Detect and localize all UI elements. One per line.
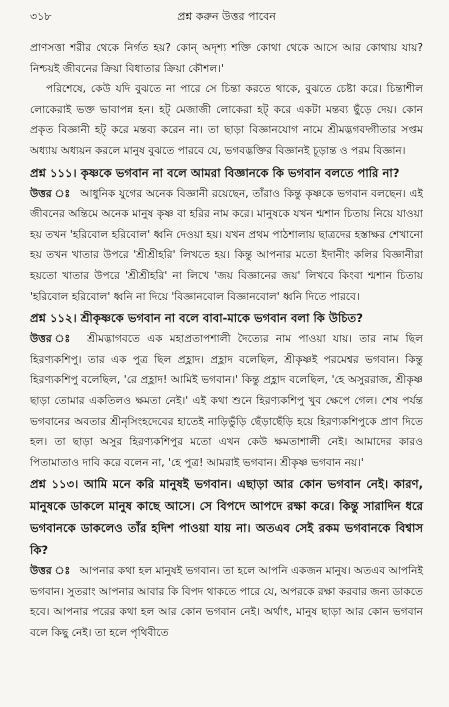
page-content <box>30 38 423 644</box>
answer-text: আধুনিক যুগের অনেক বিজ্ঞানী রয়েছেন, তাঁরাও কিন্তু কৃষ্ণকে ভগবান বলছেন। এই জীবনের অন্তিমে অনেক মানুষ কৃষ্ণ বা হরির নাম করে। মানুষকে যখন শ্মশান চিতায় নিয়ে যাওয়া হয় তখন 'হরিবোল হরিবোল' ধ্বনি দেওয়া হয়। যখন প্রথম পাঠশালায় ছাত্রদের হস্তাক্ষর শেখানো হয় তখন খাতার উপরে 'শ্রীশ্রীহরি' লিখতে হয়। কিন্তু আপনার মতো ইদানীং কলির বিজ্ঞানীরা হয়তো খাতার উপরে 'শ্রীশ্রীহরি' না লিখে 'জয় বিজ্ঞানের জয়' লিখবে কিংবা শ্মশান চিতায় 'হরিবোল হরিবোল' ধ্বনি না দিয়ে 'বিজ্ঞানবোল বিজ্ঞানবোল' ধ্বনি দিতে পারবে। <box>30 187 423 303</box>
running-title: প্রশ্ন করুন উত্তর পাবেন <box>177 10 276 23</box>
answer-text: শ্রীমদ্ভাগবতে এক মহাপ্রতাপশালী দৈত্যের নাম পাওয়া যায়। তার নাম ছিল হিরণ্যকশিপু। তার এক পুত্র ছিল প্রহ্লাদ। প্রহ্লাদ বলেছিল, শ্রীকৃষ্ণই পরমেশ্বর ভগবান। কিন্তু হিরণ্যকশিপু বলেছিল, 'রে প্রহ্লাদ! আমিই ভগবান।' কিন্তু প্রহ্লাদ বলেছিল, 'হে অসুররাজ, শ্রীকৃষ্ণ ছাড়া তোমার একতিলও ক্ষমতা নেই।' এই কথা শুনে হিরণ্যকশিপু খুব ক্ষেপে গেল। শেষ পর্যন্ত ভগবানের অবতার শ্রীনৃসিংহদেবের হাতেই নাড়িভুঁড়ি ছেঁড়াছেঁড়ি হয়ে হিরণ্যকশিপুকে প্রাণ দিতে হল। তা ছাড়া অসুর হিরণ্যকশিপুর মতো এখন কেউ ক্ষমতাশালী নেই। আমাদের কারও পিতামাতাও দাবি করে বলেন না, 'হে পুত্র! আমরাই ভগবান। শ্রীকৃষ্ণ ভগবান নয়।' <box>30 333 423 469</box>
question-112 <box>30 307 423 329</box>
page-number: ৩১৮ <box>30 10 52 23</box>
page-header <box>30 8 423 26</box>
answer-label: উত্তর ঃ <box>30 565 71 578</box>
paragraph-continuation: প্রাণসত্তা শরীর থেকে নির্গত হয়? কোন্ অদৃশ্য শক্তি কোথা থেকে আসে আর কোথায় যায়? নিশ্চয়ই জীবনের ক্রিয়া বিধাতার ক্রিয়া কৌশল।' <box>30 42 423 75</box>
question-label: প্রশ্ন ১১১। <box>30 165 77 180</box>
question-text: আমি মনে করি মানুষই ভগবান। এছাড়া আর কোন ভগবান নেই। কারণ, মানুষকে ডাকলে মানুষ কাছে আসে। সে বিপদে আপদে রক্ষা করে। কিন্তু সারাদিন ধরে ভগবানকে ডাকলেও তাঁর হদিশ পাওয়া যায় না। অতএব সেই রকম ভগবানকে বিশ্বাস কি? <box>30 477 424 558</box>
question-label: প্রশ্ন ১১৩। <box>30 477 79 492</box>
question-text: কৃষ্ণকে ভগবান না বলে আমরা বিজ্ঞানকে কি ভগবান বলতে পারি না? <box>80 165 400 180</box>
question-113 <box>30 473 423 561</box>
question-label: প্রশ্ন ১১২। <box>30 311 77 326</box>
answer-112 <box>30 329 423 473</box>
answer-text: আপনার কথা হল মানুষই ভগবান। তা হলে আপনি একজন মানুষ। অতএব আপনিই ভগবান। সুতরাং আপনার আবার কি বিপদ থাকতে পারে যে, অপরকে রক্ষা করবার জন্য ডাকতে হবে। আপনার পরের কথা হল আর কোন ভগবান নেই। অর্থাৎ, মানুষ ছাড়া আর কোন ভগবান বলে কিছু নেই। তা হলে পৃথিবীতে <box>30 565 423 640</box>
paragraph-conclusion: পরিশেষে, কেউ যদি বুঝতে না পারে সে চিন্তা করতে থাকে, বুঝতে চেষ্টা করে। চিন্তাশীল লোকেরাই ভক্ত ভাবাপন্ন হন। হট্ মেজাজী লোকেরা হট্ করে একটা মন্তব্য ছুঁড়ে দেয়। কোন প্রকৃত বিজ্ঞানী হট্ করে মন্তব্য করেন না। তা ছাড়া বিজ্ঞানযোগ নামে শ্রীমদ্ভগবদ্গীতার সপ্তম অধ্যায় অধ্যয়ন করলে মানুষ বুঝতে পারবে যে, ভগবদ্ভক্তির বিজ্ঞানই চূড়ান্ত ও পরম বিজ্ঞান। <box>30 83 423 157</box>
question-111 <box>30 162 423 184</box>
question-text: শ্রীকৃষ্ণকে ভগবান না বলে বাবা-মাকে ভগবান বলা কি উচিত? <box>80 311 363 326</box>
answer-113 <box>30 561 423 643</box>
answer-label: উত্তর ঃ <box>30 333 74 346</box>
answer-111 <box>30 184 423 308</box>
answer-label: উত্তর ঃ <box>30 187 71 200</box>
